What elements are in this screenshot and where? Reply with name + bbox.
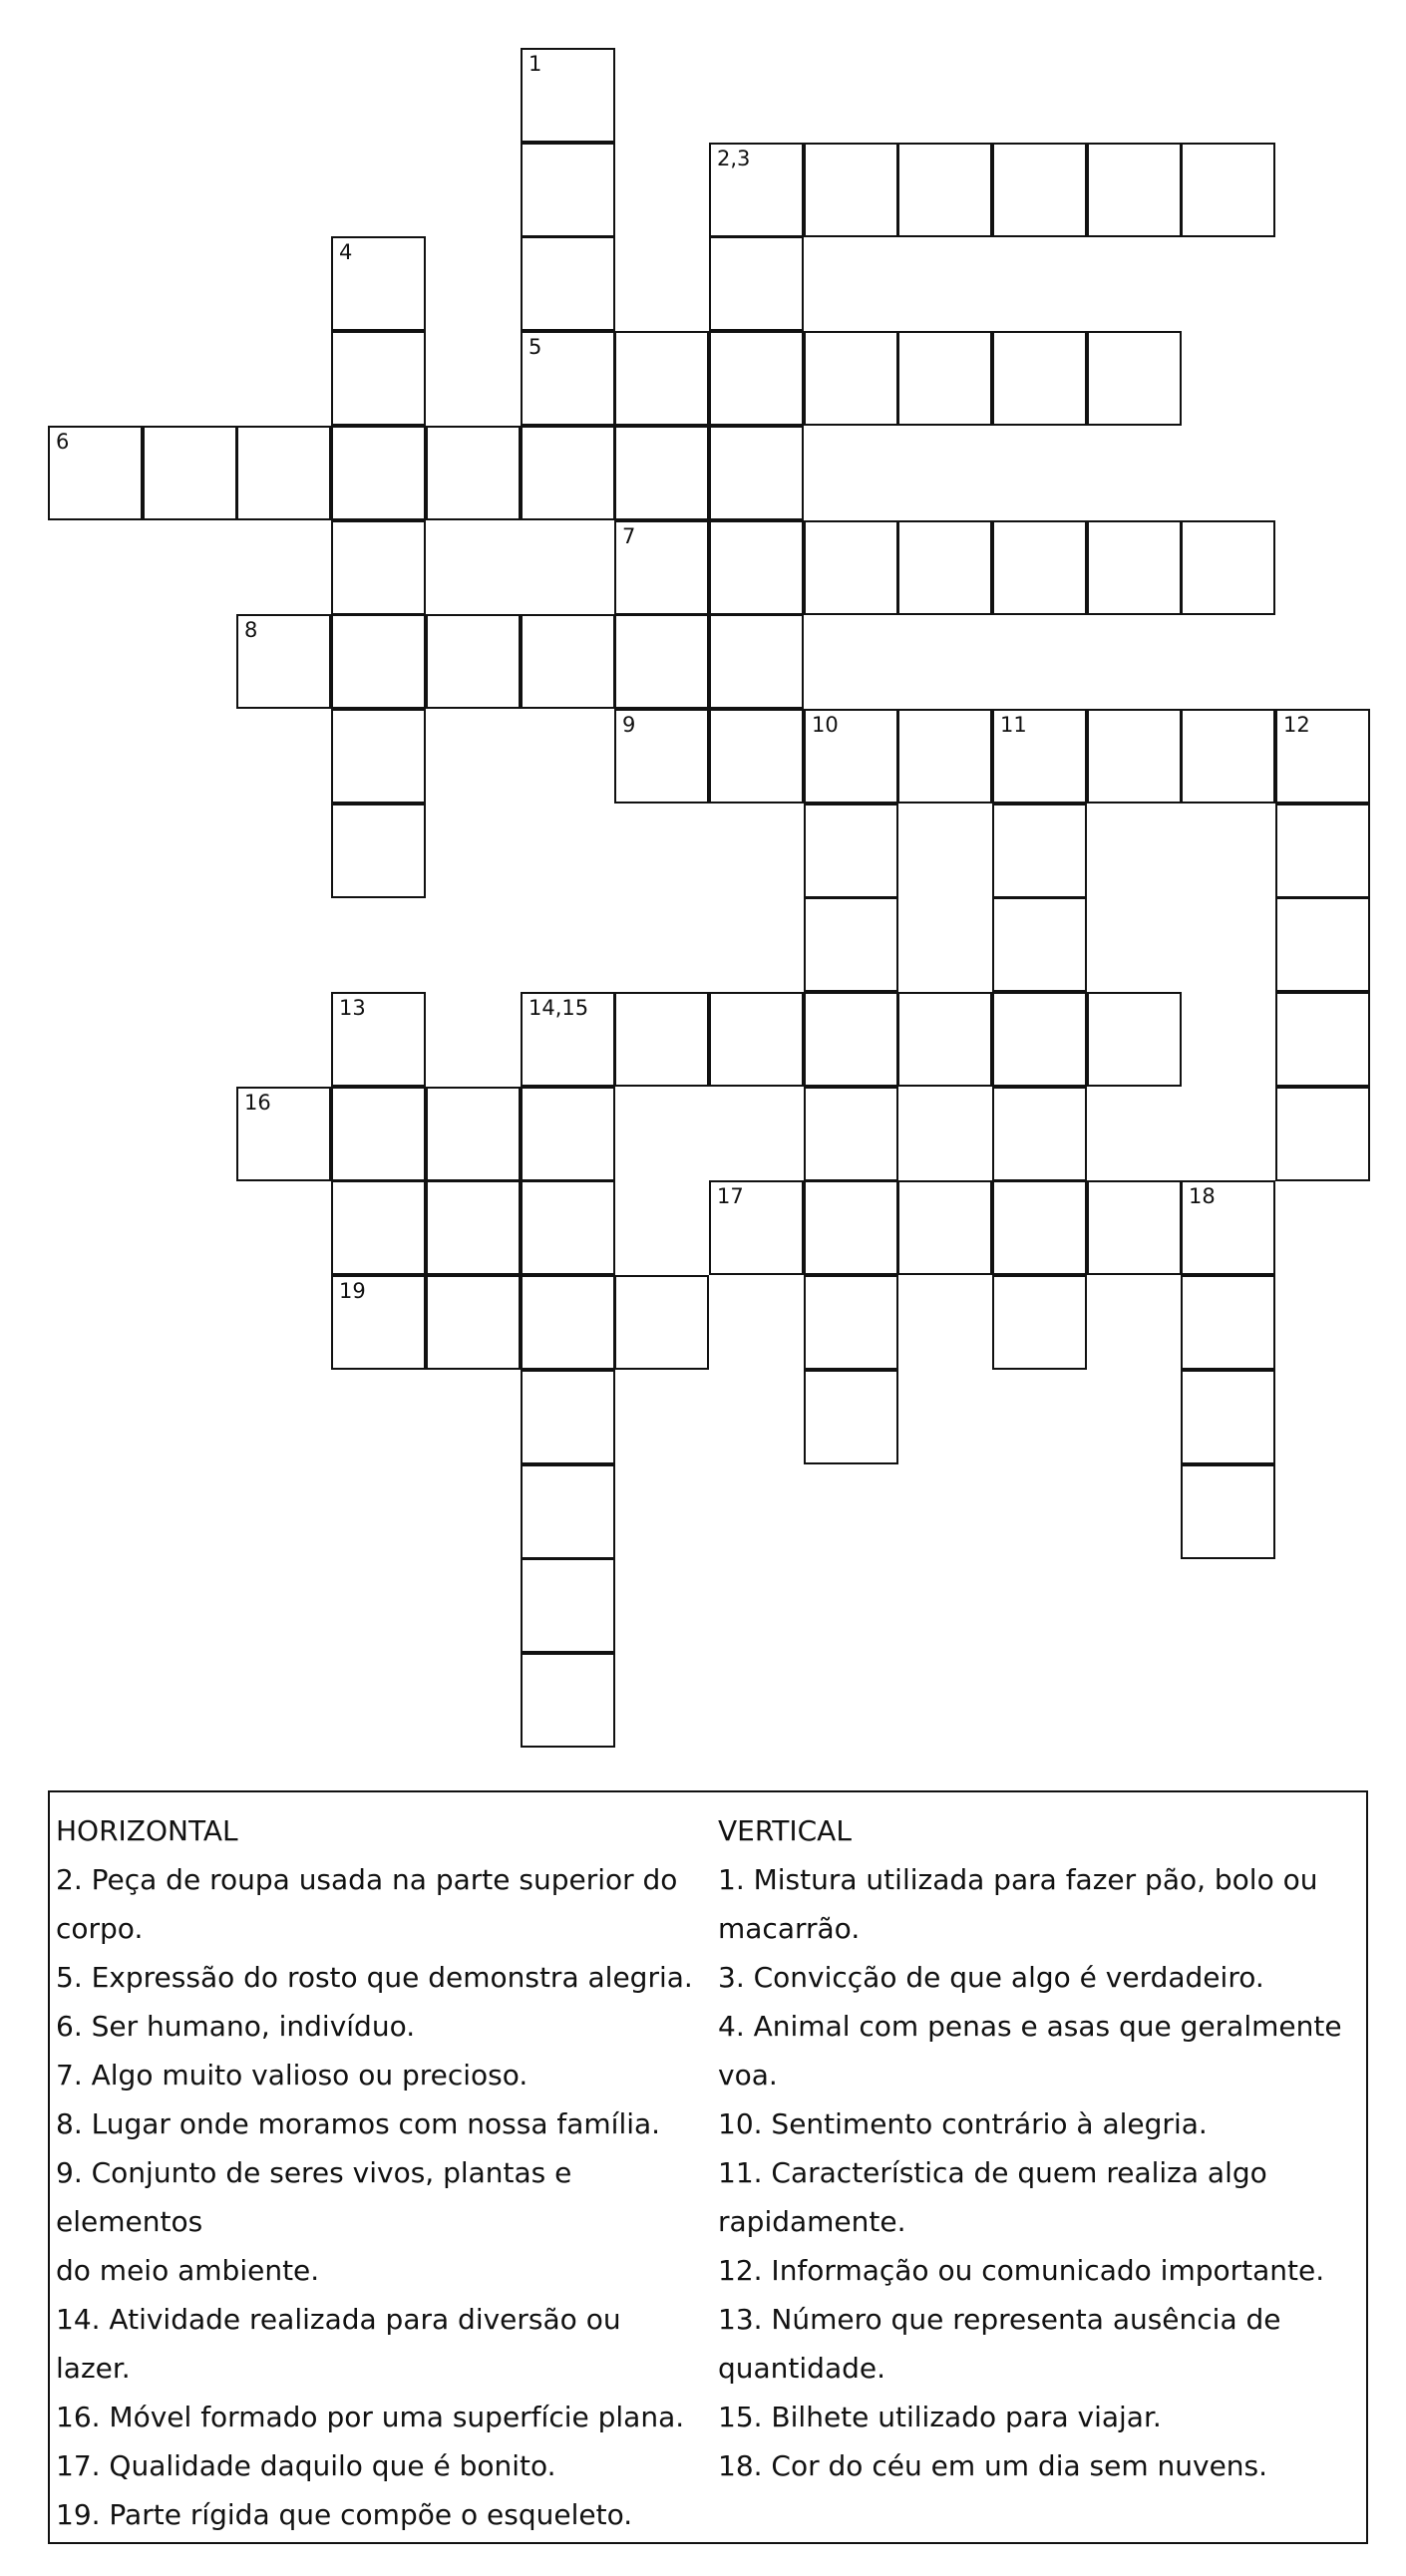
cell-number: 17 [717, 1184, 744, 1208]
crossword-cell[interactable] [1275, 897, 1370, 992]
crossword-cell[interactable] [614, 520, 709, 615]
crossword-cell[interactable] [992, 897, 1087, 992]
crossword-cell[interactable] [426, 1275, 521, 1370]
crossword-cell[interactable] [804, 992, 898, 1087]
crossword-cell[interactable] [804, 143, 898, 237]
crossword-cell[interactable] [614, 992, 709, 1087]
crossword-cell[interactable] [992, 992, 1087, 1087]
crossword-cell[interactable] [143, 426, 237, 520]
clue-line: 17. Qualidade daquilo que é bonito. [56, 2449, 556, 2482]
crossword-cell[interactable] [1087, 1180, 1182, 1275]
crossword-cell[interactable] [804, 331, 898, 426]
crossword-cell[interactable] [521, 1087, 615, 1181]
crossword-cell[interactable] [426, 426, 521, 520]
cell-number: 13 [339, 996, 366, 1020]
crossword-cell[interactable] [1087, 992, 1182, 1087]
crossword-cell[interactable] [614, 709, 709, 804]
crossword-cell[interactable] [709, 331, 804, 426]
crossword-cell[interactable] [236, 614, 331, 709]
crossword-cell[interactable] [521, 992, 615, 1087]
clues-box [48, 1790, 1368, 2544]
crossword-cell[interactable] [521, 331, 615, 426]
crossword-cell[interactable] [992, 1180, 1087, 1275]
cell-number: 2,3 [717, 147, 751, 170]
clue-line: voa. [718, 2059, 778, 2092]
crossword-cell[interactable] [992, 520, 1087, 615]
cell-number: 19 [339, 1279, 366, 1303]
crossword-cell[interactable] [521, 1558, 615, 1653]
crossword-cell[interactable] [614, 331, 709, 426]
clue-line: macarrão. [718, 1912, 861, 1945]
crossword-cell[interactable] [331, 1180, 426, 1275]
crossword-cell[interactable] [521, 1653, 615, 1748]
crossword-cell[interactable] [992, 709, 1087, 804]
clue-line: quantidade. [718, 2352, 886, 2385]
clue-line: 16. Móvel formado por uma superfície plana. [56, 2401, 685, 2433]
clue-line: 7. Algo muito valioso ou precioso. [56, 2059, 528, 2092]
crossword-cell[interactable] [804, 1370, 898, 1464]
clue-line: 18. Cor do céu em um dia sem nuvens. [718, 2449, 1268, 2482]
crossword-cell[interactable] [804, 897, 898, 992]
clue-line: do meio ambiente. [56, 2254, 320, 2287]
crossword-cell[interactable] [614, 426, 709, 520]
crossword-cell[interactable] [897, 992, 992, 1087]
cell-number: 1 [528, 52, 542, 76]
crossword-cell[interactable] [1087, 709, 1182, 804]
crossword-cell[interactable] [804, 804, 898, 898]
crossword-cell[interactable] [1181, 143, 1275, 237]
clue-line: 6. Ser humano, indivíduo. [56, 2010, 416, 2043]
crossword-cell[interactable] [521, 143, 615, 237]
crossword-cell[interactable] [614, 614, 709, 709]
crossword-cell[interactable] [48, 426, 143, 520]
crossword-cell[interactable] [236, 426, 331, 520]
crossword-cell[interactable] [709, 992, 804, 1087]
clue-line: 15. Bilhete utilizado para viajar. [718, 2401, 1162, 2433]
crossword-cell[interactable] [331, 804, 426, 898]
crossword-cell[interactable] [709, 614, 804, 709]
crossword-cell[interactable] [709, 236, 804, 331]
crossword-cell[interactable] [614, 1275, 709, 1370]
crossword-cell[interactable] [331, 236, 426, 331]
crossword-cell[interactable] [1087, 143, 1182, 237]
crossword-cell[interactable] [804, 1180, 898, 1275]
cell-number: 11 [1000, 713, 1027, 737]
clue-line: 2. Peça de roupa usada na parte superior do [56, 1863, 678, 1896]
crossword-cell[interactable] [521, 426, 615, 520]
clue-line: 1. Mistura utilizada para fazer pão, bolo ou [718, 1863, 1318, 1896]
crossword-cell[interactable] [1181, 520, 1275, 615]
cell-number: 5 [528, 335, 542, 359]
crossword-cell[interactable] [1275, 709, 1370, 804]
clue-line: 19. Parte rígida que compõe o esqueleto. [56, 2498, 633, 2531]
crossword-cell[interactable] [992, 1275, 1087, 1370]
crossword-cell[interactable] [331, 331, 426, 426]
crossword-cell[interactable] [1181, 1275, 1275, 1370]
cell-number: 7 [622, 524, 636, 548]
clue-line: 12. Informação ou comunicado importante. [718, 2254, 1325, 2287]
horizontal-clues-column [56, 1806, 704, 2539]
crossword-cell[interactable] [521, 1275, 615, 1370]
crossword-cell[interactable] [804, 520, 898, 615]
crossword-cell[interactable] [897, 143, 992, 237]
crossword-cell[interactable] [992, 143, 1087, 237]
crossword-cell[interactable] [709, 143, 804, 237]
clue-line: 10. Sentimento contrário à alegria. [718, 2107, 1208, 2140]
crossword-cell[interactable] [331, 426, 426, 520]
crossword-cell[interactable] [1275, 1087, 1370, 1181]
crossword-cell[interactable] [1275, 992, 1370, 1087]
crossword-cell[interactable] [521, 614, 615, 709]
crossword-cell[interactable] [1181, 1464, 1275, 1559]
crossword-cell[interactable] [804, 1087, 898, 1181]
cell-number: 4 [339, 240, 353, 264]
crossword-cell[interactable] [426, 614, 521, 709]
crossword-cell[interactable] [709, 1180, 804, 1275]
crossword-cell[interactable] [992, 1087, 1087, 1181]
crossword-cell[interactable] [521, 1464, 615, 1559]
clue-line: 14. Atividade realizada para diversão ou lazer. [56, 2303, 621, 2385]
clue-line: corpo. [56, 1912, 144, 1945]
cell-number: 14,15 [528, 996, 589, 1020]
crossword-cell[interactable] [1181, 1370, 1275, 1464]
clue-line: 4. Animal com penas e asas que geralmente [718, 2010, 1342, 2043]
crossword-cell[interactable] [897, 520, 992, 615]
horizontal-title: HORIZONTAL [56, 1814, 238, 1847]
crossword-cell[interactable] [1087, 520, 1182, 615]
crossword-cell[interactable] [521, 236, 615, 331]
cell-number: 16 [244, 1091, 271, 1115]
crossword-cell[interactable] [426, 1087, 521, 1181]
crossword-cell[interactable] [331, 1087, 426, 1181]
vertical-title: VERTICAL [718, 1814, 852, 1847]
cell-number: 12 [1283, 713, 1310, 737]
crossword-cell[interactable] [521, 48, 615, 143]
crossword-cell[interactable] [331, 520, 426, 615]
crossword-cell[interactable] [521, 1370, 615, 1464]
clue-line: 8. Lugar onde moramos com nossa família. [56, 2107, 661, 2140]
crossword-cell[interactable] [709, 709, 804, 804]
cell-number: 8 [244, 618, 258, 642]
crossword-cell[interactable] [521, 1180, 615, 1275]
crossword-cell[interactable] [331, 992, 426, 1087]
crossword-cell[interactable] [426, 1180, 521, 1275]
cell-number: 18 [1189, 1184, 1216, 1208]
crossword-cell[interactable] [897, 331, 992, 426]
crossword-cell[interactable] [1181, 709, 1275, 804]
cell-number: 6 [56, 430, 70, 454]
crossword-cell[interactable] [709, 520, 804, 615]
clue-line: 13. Número que representa ausência de [718, 2303, 1281, 2336]
crossword-cell[interactable] [804, 1275, 898, 1370]
clue-line: 3. Convicção de que algo é verdadeiro. [718, 1961, 1264, 1994]
crossword-cell[interactable] [992, 331, 1087, 426]
crossword-grid [48, 48, 1371, 1745]
crossword-cell[interactable] [236, 1087, 331, 1181]
crossword-cell[interactable] [992, 804, 1087, 898]
crossword-cell[interactable] [897, 709, 992, 804]
crossword-cell[interactable] [331, 1275, 426, 1370]
crossword-cell[interactable] [331, 614, 426, 709]
cell-number: 10 [812, 713, 839, 737]
crossword-cell[interactable] [1087, 331, 1182, 426]
clue-line: 9. Conjunto de seres vivos, plantas e elementos [56, 2156, 572, 2238]
crossword-cell[interactable] [804, 709, 898, 804]
crossword-cell[interactable] [331, 709, 426, 804]
clue-line: 5. Expressão do rosto que demonstra alegria. [56, 1961, 693, 1994]
cell-number: 9 [622, 713, 636, 737]
clue-line: rapidamente. [718, 2205, 906, 2238]
crossword-cell[interactable] [897, 1180, 992, 1275]
crossword-cell[interactable] [1275, 804, 1370, 898]
crossword-cell[interactable] [709, 426, 804, 520]
crossword-cell[interactable] [1181, 1180, 1275, 1275]
vertical-clues-column [718, 1806, 1356, 2490]
clue-line: 11. Característica de quem realiza algo [718, 2156, 1267, 2189]
